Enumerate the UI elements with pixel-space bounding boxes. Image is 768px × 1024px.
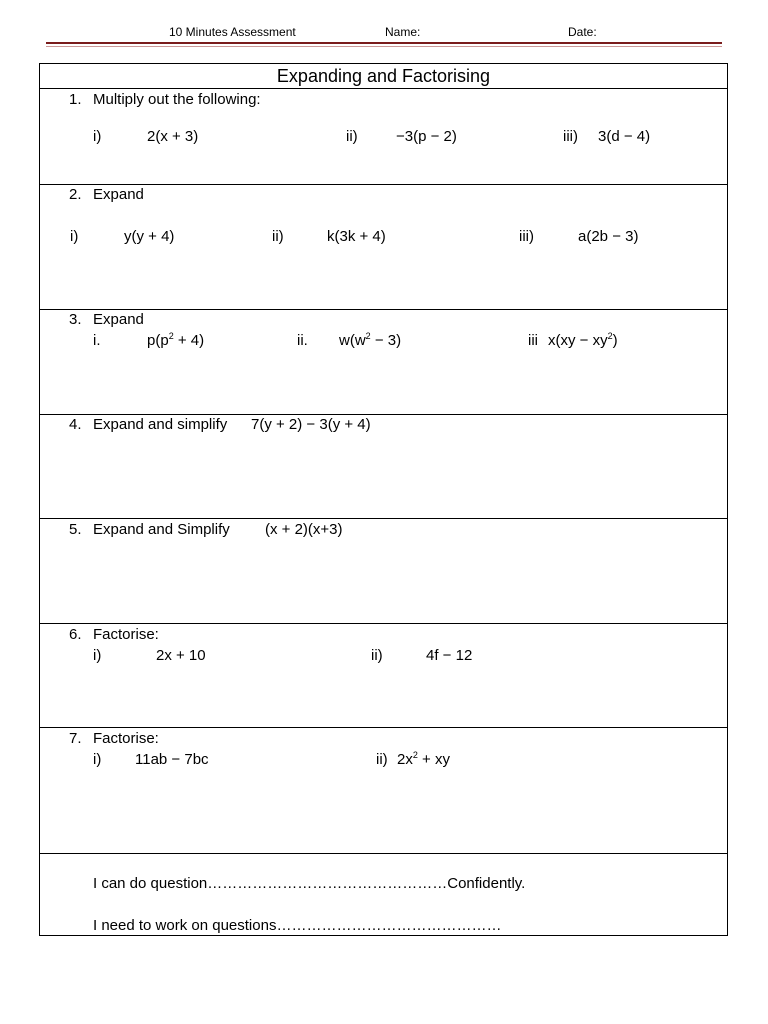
q1-part-ii-label: ii): [346, 128, 358, 145]
q2-part-iii-label: iii): [519, 228, 534, 245]
q7-part-i-expr: 11ab − 7bc: [135, 751, 209, 768]
q1-prompt: Multiply out the following:: [93, 91, 261, 108]
q7-number: 7.: [69, 730, 82, 747]
q7-prompt: Factorise:: [93, 730, 159, 747]
q2-prompt: Expand: [93, 186, 144, 203]
assessment-label: 10 Minutes Assessment: [169, 25, 296, 39]
q4-expr: 7(y + 2) − 3(y + 4): [251, 416, 371, 433]
q7-part-ii-expr: $2x^2$ + xy: [397, 750, 450, 768]
q6-number: 6.: [69, 626, 82, 643]
q2-part-i-label: i): [70, 228, 79, 245]
question-3: [40, 309, 727, 415]
page-title: Expanding and Factorising: [276, 66, 491, 86]
q3-part-i-expr: $p(p^2 + 4)$: [147, 331, 205, 349]
header-rule-top: [46, 42, 722, 44]
q3-part-ii-label: ii.: [297, 332, 308, 349]
q1-number: 1.: [69, 91, 82, 108]
q5-number: 5.: [69, 521, 82, 538]
header-rule-bottom: [46, 46, 722, 47]
confident-line: I can do question…………………………………………Confidently.: [93, 875, 526, 892]
q2-part-ii-expr: k(3k + 4): [327, 228, 386, 245]
work-on-line: I need to work on questions………………………………………: [93, 917, 502, 934]
question-1: [40, 88, 727, 185]
date-label: Date:: [568, 25, 597, 39]
reflection-section: [40, 853, 727, 936]
worksheet-table: [39, 63, 728, 936]
q4-number: 4.: [69, 416, 82, 433]
q2-part-iii-expr: a(2b − 3): [578, 228, 639, 245]
q1-part-iii-label: iii): [563, 128, 578, 145]
q3-part-iii-label: iii: [528, 332, 538, 349]
q7-part-ii-label: ii): [376, 751, 388, 768]
q1-part-i-expr: 2(x + 3): [147, 128, 199, 145]
q6-prompt: Factorise:: [93, 626, 159, 643]
question-2: [40, 184, 727, 310]
q4-prompt: Expand and simplify: [93, 416, 228, 433]
question-4: [40, 414, 727, 519]
q3-prompt: Expand: [93, 311, 144, 328]
q6-part-i-label: i): [93, 647, 102, 664]
q5-prompt: Expand and Simplify: [93, 521, 230, 538]
q2-part-ii-label: ii): [272, 228, 284, 245]
q6-part-i-expr: 2x + 10: [156, 647, 206, 664]
q3-number: 3.: [69, 311, 82, 328]
q2-part-i-expr: y(y + 4): [124, 228, 175, 245]
q3-part-iii-expr: $x(xy - xy^2)$: [548, 331, 618, 349]
q1-part-ii-expr: −3(p − 2): [396, 128, 457, 145]
name-label: Name:: [385, 25, 421, 39]
q3-part-ii-expr: $w(w^2 - 3)$: [339, 331, 402, 349]
q5-expr: (x + 2)(x+3): [265, 521, 343, 538]
q1-part-iii-expr: 3(d − 4): [598, 128, 651, 145]
q7-part-i-label: i): [93, 751, 102, 768]
question-5: [40, 518, 727, 624]
q2-number: 2.: [69, 186, 82, 203]
question-7: [40, 727, 727, 854]
question-6: [40, 623, 727, 728]
q1-part-i-label: i): [93, 128, 102, 145]
q3-part-i-label: i.: [93, 332, 101, 349]
q6-part-ii-label: ii): [371, 647, 383, 664]
q6-part-ii-expr: 4f − 12: [426, 647, 473, 664]
